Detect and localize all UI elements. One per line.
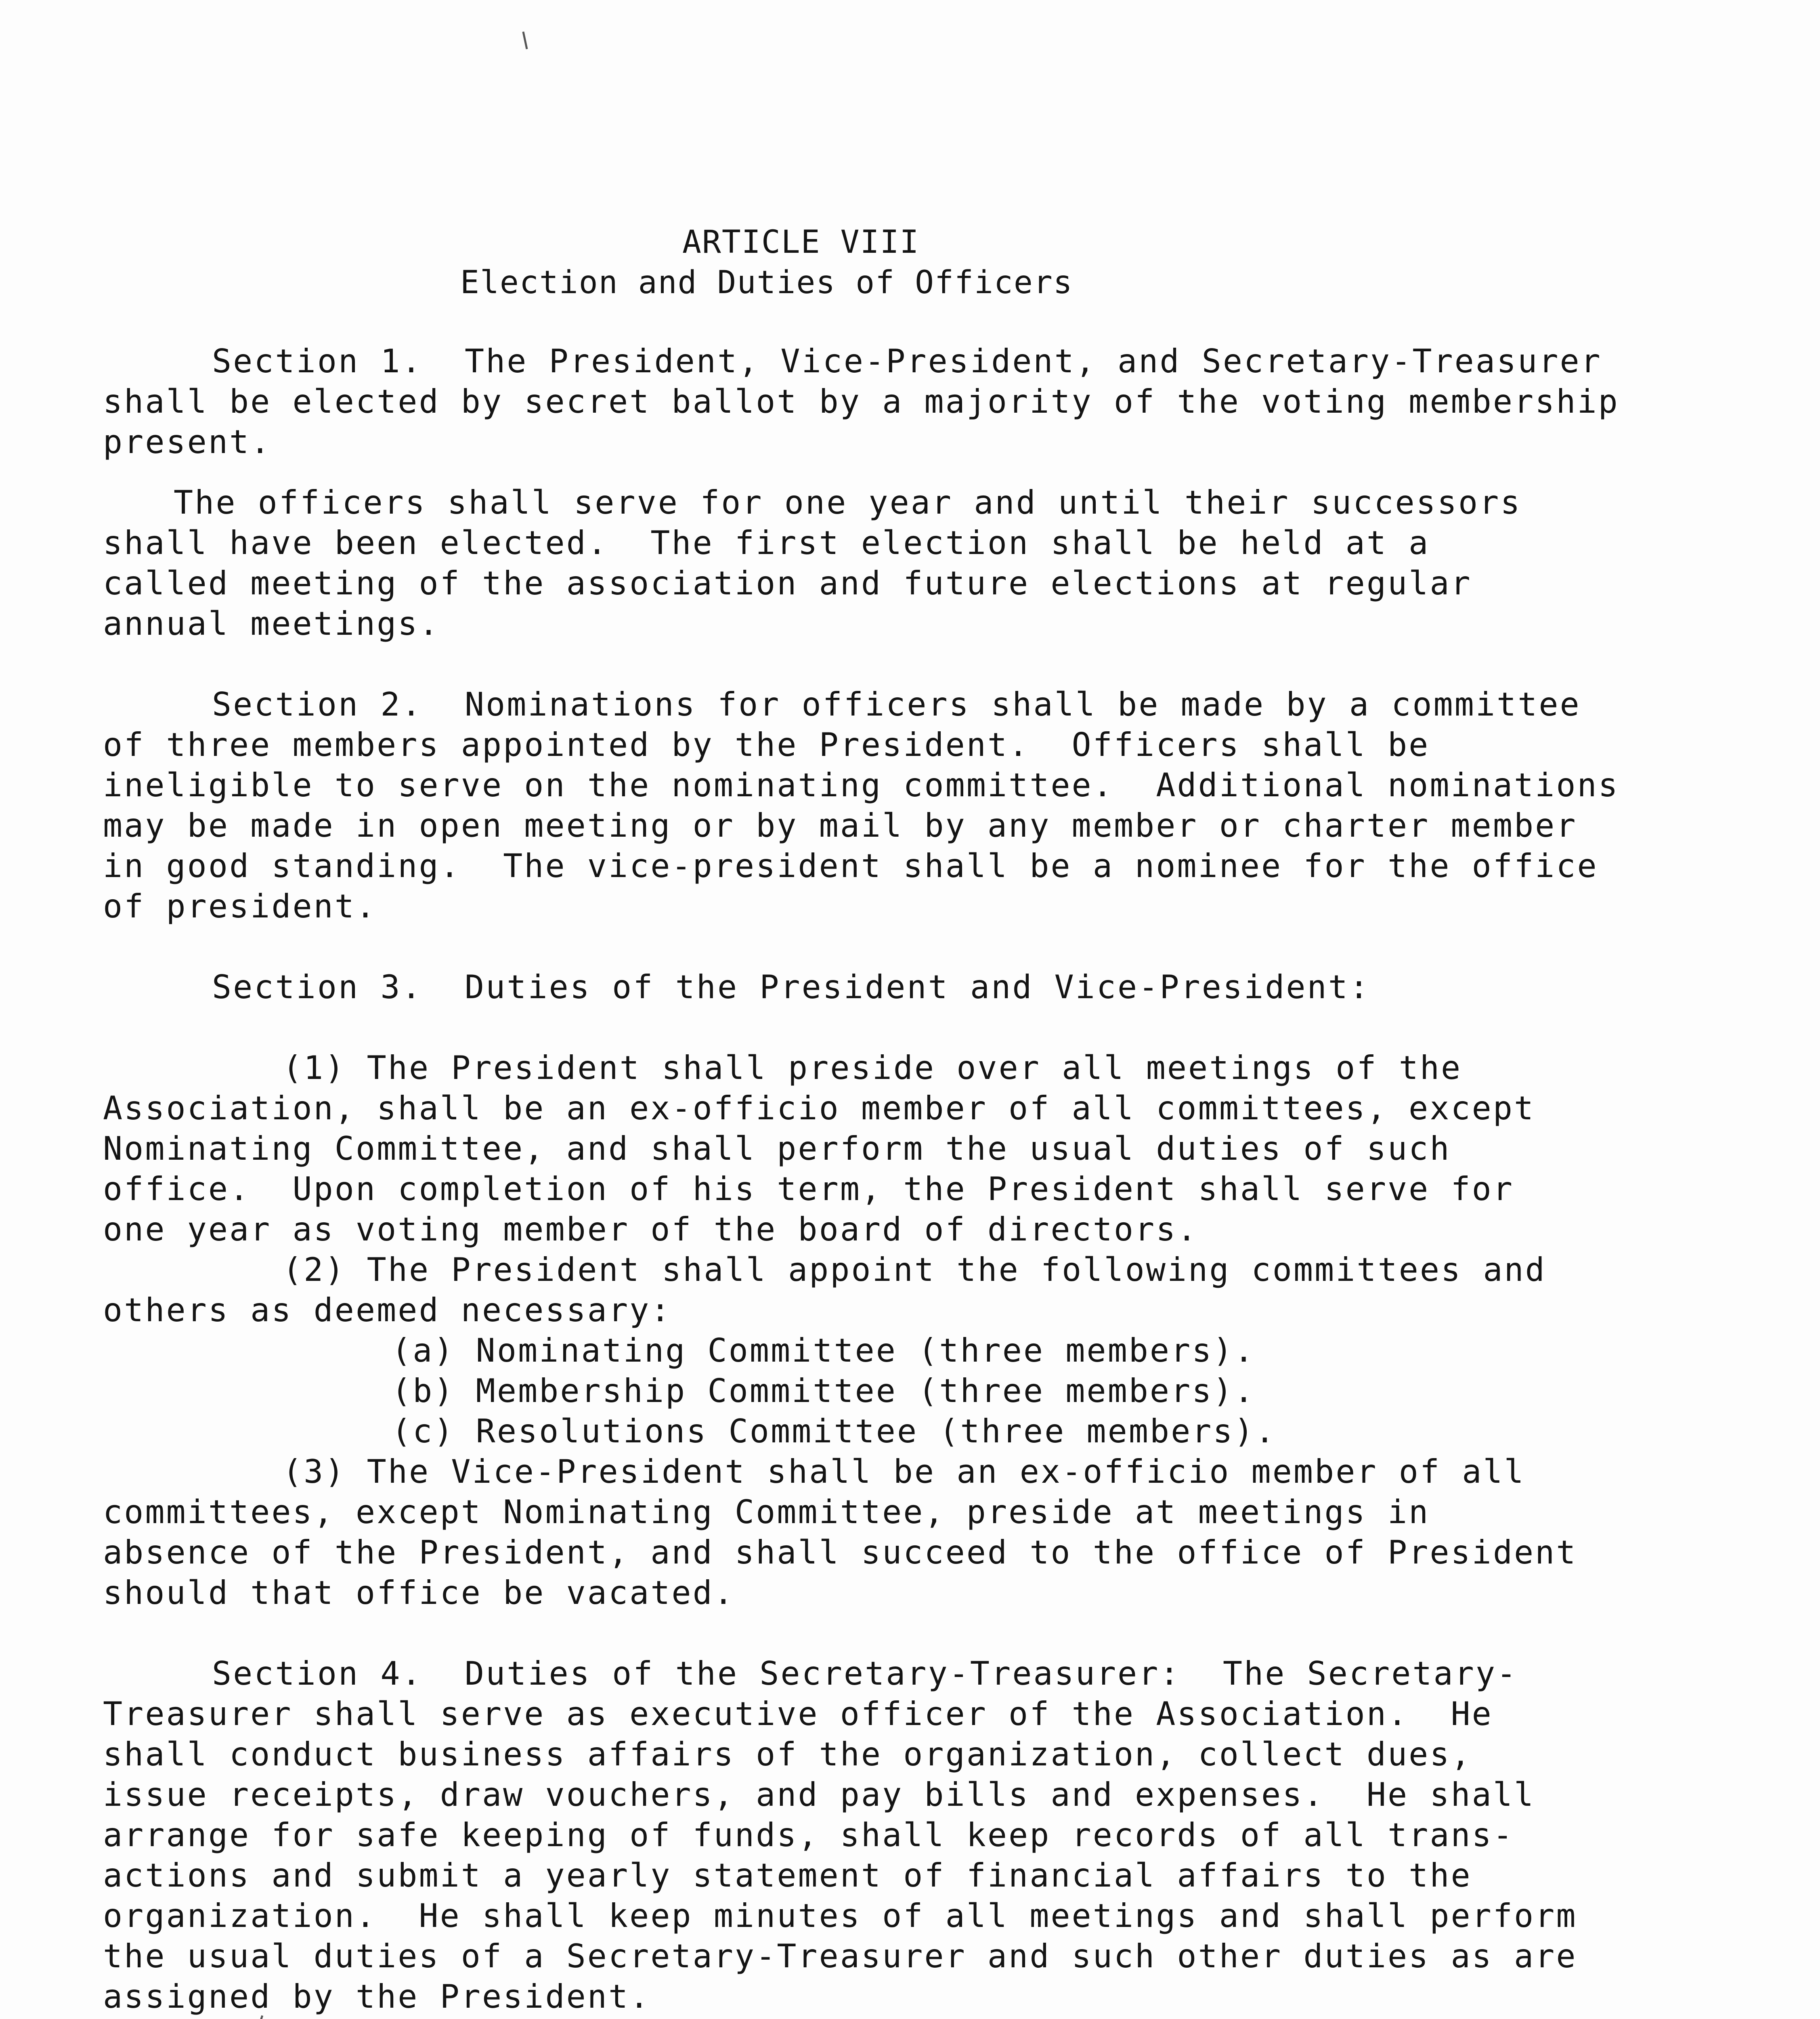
text-line: office. Upon completion of his term, the President shall serve for — [103, 1170, 1514, 1208]
text-line: of president. — [103, 888, 377, 925]
text-line: others as deemed necessary: — [103, 1291, 672, 1329]
text-line: Section 3. Duties of the President and Vice-President: — [212, 968, 1371, 1006]
text-line: organization. He shall keep minutes of all meetings and shall perform — [103, 1897, 1577, 1935]
text-line: (1) The President shall preside over all meetings of the — [283, 1049, 1462, 1087]
text-line: shall conduct business affairs of the organization, collect dues, — [103, 1736, 1472, 1773]
text-line: assigned by the President. — [103, 1978, 651, 2015]
article-title: Election and Duties of Officers — [460, 264, 1073, 301]
text-line: Nominating Committee, and shall perform the usual duties of such — [103, 1130, 1451, 1167]
text-line: the usual duties of a Secretary-Treasurer and such other duties as are — [103, 1937, 1577, 1975]
article-number: ARTICLE VIII — [682, 224, 920, 260]
text-line: (3) The Vice-President shall be an ex-officio member of all — [283, 1453, 1525, 1490]
text-line: actions and submit a yearly statement of financial affairs to the — [103, 1857, 1472, 1894]
text-line: (a) Nominating Committee (three members). — [392, 1332, 1255, 1369]
scan-mark — [522, 31, 528, 49]
text-line: should that office be vacated. — [103, 1574, 735, 1612]
text-line: committees, except Nominating Committee, preside at meetings in — [103, 1493, 1430, 1531]
text-line: absence of the President, and shall succeed to the office of President — [103, 1534, 1577, 1571]
text-line: called meeting of the association and future elections at regular — [103, 565, 1472, 602]
text-line: present. — [103, 423, 272, 461]
text-line: Section 2. Nominations for officers shall be made by a committee — [212, 686, 1581, 723]
text-line: (2) The President shall appoint the following committees and — [283, 1251, 1546, 1289]
text-line: (c) Resolutions Committee (three members). — [392, 1412, 1276, 1450]
text-line: annual meetings. — [103, 605, 440, 642]
text-line: shall have been elected. The first election shall be held at a — [103, 524, 1430, 562]
text-line: of three members appointed by the President. Officers shall be — [103, 726, 1430, 764]
text-line: shall be elected by secret ballot by a majority of the voting membership — [103, 383, 1619, 420]
text-line: ineligible to serve on the nominating committee. Additional nominations — [103, 766, 1619, 804]
text-line: Section 1. The President, Vice-President, and Secretary-Treasurer — [212, 342, 1602, 380]
text-line: Section 4. Duties of the Secretary-Treasurer: The Secretary- — [212, 1655, 1518, 1692]
text-line: (b) Membership Committee (three members). — [392, 1372, 1255, 1410]
text-line: may be made in open meeting or by mail by any member or charter member — [103, 807, 1577, 844]
text-line: in good standing. The vice-president shall be a nominee for the office — [103, 847, 1598, 885]
text-line: issue receipts, draw vouchers, and pay bills and expenses. He shall — [103, 1776, 1535, 1813]
text-line: arrange for safe keeping of funds, shall keep records of all trans- — [103, 1816, 1514, 1854]
text-line: The officers shall serve for one year and until their successors — [174, 484, 1522, 521]
text-line: Association, shall be an ex-officio member of all committees, except — [103, 1089, 1535, 1127]
text-line: one year as voting member of the board of directors. — [103, 1211, 1198, 1248]
text-line: Treasurer shall serve as executive officer of the Association. He — [103, 1695, 1493, 1733]
